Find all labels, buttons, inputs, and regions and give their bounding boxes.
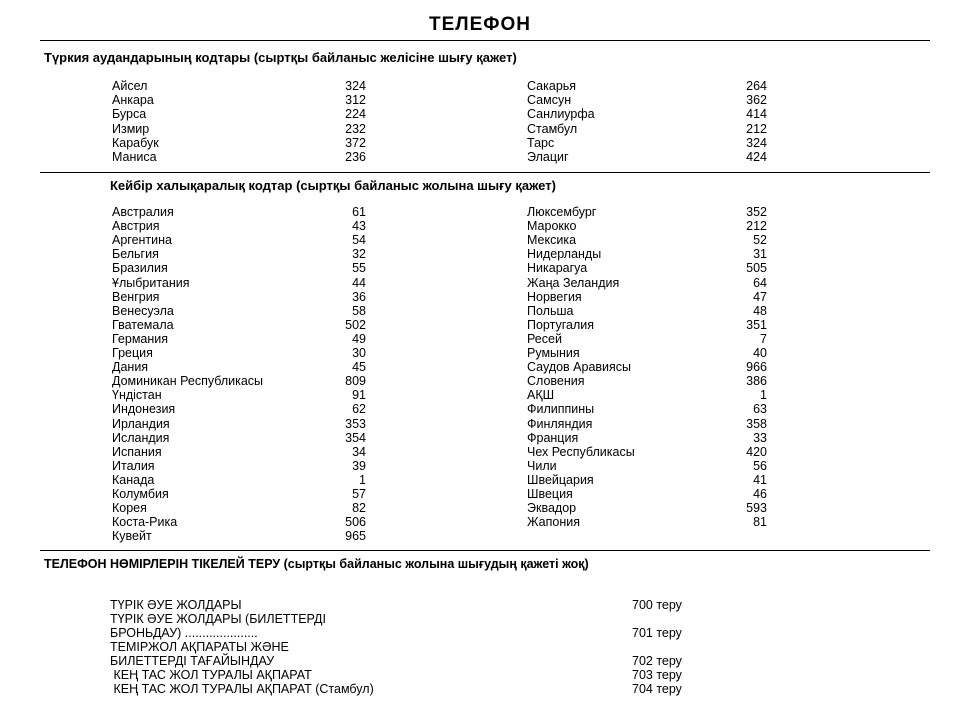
country-code: 58 xyxy=(352,303,366,318)
country-code: 39 xyxy=(352,458,366,473)
turkey-region-name: Сакарья xyxy=(527,79,577,93)
country-code: 81 xyxy=(753,515,767,530)
country-code: 57 xyxy=(352,487,366,501)
country-code: 502 xyxy=(345,317,366,332)
country-name: Люксембург xyxy=(527,205,597,219)
turkey-codes-heading: Түркия аудандарының кодтары (сыртқы байланыс желісіне шығу қажет) xyxy=(44,50,517,65)
direct-dial-label: ТЕМІРЖОЛ АҚПАРАТЫ ЖӘНЕ xyxy=(110,640,289,654)
country-name: Доминикан Республикасы xyxy=(112,374,264,389)
country-name: Үндістан xyxy=(112,388,162,403)
country-row xyxy=(112,431,366,445)
country-row xyxy=(527,487,767,501)
country-name: Аргентина xyxy=(112,233,172,248)
country-row xyxy=(112,276,366,290)
country-row xyxy=(527,473,767,487)
country-name: Коста-Рика xyxy=(112,515,178,530)
country-code: 32 xyxy=(352,247,366,262)
country-row xyxy=(112,332,366,346)
country-row xyxy=(112,304,366,318)
country-row xyxy=(527,346,767,360)
country-name: Ирландия xyxy=(112,416,170,431)
country-code: 506 xyxy=(345,515,366,530)
country-name: Бразилия xyxy=(112,261,168,276)
country-name: Корея xyxy=(112,501,147,516)
turkey-region-row xyxy=(112,150,366,164)
direct-dial-number: 700 теру xyxy=(632,598,682,612)
country-name: Венесуэла xyxy=(112,303,174,318)
turkey-region-name: Карабук xyxy=(112,135,159,150)
direct-dial-number: 702 теру xyxy=(632,654,682,668)
country-code: 386 xyxy=(746,374,767,389)
country-row xyxy=(112,219,366,233)
country-code: 64 xyxy=(753,275,767,290)
turkey-region-row xyxy=(527,107,767,121)
turkey-region-code: 224 xyxy=(345,107,366,122)
country-code: 54 xyxy=(352,233,366,248)
turkey-region-code: 324 xyxy=(345,79,366,93)
country-row xyxy=(527,247,767,261)
direct-dial-label: БРОНЬДАУ) ..................... xyxy=(110,626,258,640)
country-name: Австралия xyxy=(112,205,174,219)
country-code: 1 xyxy=(359,472,366,487)
direct-dial-label: БИЛЕТТЕРДІ ТАҒАЙЫНДАУ xyxy=(110,654,275,668)
turkey-region-code: 324 xyxy=(746,135,767,150)
direct-dial-label: КЕҢ ТАС ЖОЛ ТУРАЛЫ АҚПАРАТ (Стамбул) xyxy=(110,682,374,696)
country-code: 354 xyxy=(345,430,366,445)
country-code: 61 xyxy=(352,205,366,219)
country-row xyxy=(527,417,767,431)
country-row xyxy=(112,290,366,304)
turkey-region-name: Тарс xyxy=(527,135,555,150)
country-name: Швеция xyxy=(527,487,573,501)
turkey-region-row xyxy=(527,122,767,136)
country-row xyxy=(112,233,366,247)
country-code: 91 xyxy=(352,388,366,403)
turkey-region-code: 414 xyxy=(746,107,767,122)
country-name: Швейцария xyxy=(527,472,594,487)
country-code: 36 xyxy=(352,289,366,304)
country-row xyxy=(112,261,366,275)
turkey-region-name: Элациг xyxy=(527,150,569,164)
turkey-region-name: Измир xyxy=(112,121,150,136)
country-row xyxy=(112,515,366,529)
country-code: 34 xyxy=(352,444,366,459)
country-code: 55 xyxy=(352,261,366,276)
direct-dial-label: ТҮРІК ӘУЕ ЖОЛДАРЫ (БИЛЕТТЕРДІ xyxy=(110,612,326,626)
country-name: Никарагуа xyxy=(527,261,588,276)
country-name: Мексика xyxy=(527,233,577,248)
country-name: Румыния xyxy=(527,346,580,360)
country-name: Дания xyxy=(112,360,149,375)
direct-dial-label: ТҮРІК ӘУЕ ЖОЛДАРЫ xyxy=(110,598,242,612)
country-row xyxy=(527,318,767,332)
country-row xyxy=(112,417,366,431)
country-row xyxy=(112,388,366,402)
country-name: Австрия xyxy=(112,219,160,234)
direct-dial-number: 703 теру xyxy=(632,668,682,682)
turkey-region-row xyxy=(527,93,767,107)
turkey-region-name: Айсел xyxy=(112,79,148,93)
country-name: Колумбия xyxy=(112,487,169,501)
country-name: Филиппины xyxy=(527,402,595,417)
country-row xyxy=(527,290,767,304)
country-code: 30 xyxy=(352,346,366,360)
turkey-region-row xyxy=(112,107,366,121)
top-divider xyxy=(40,40,930,41)
direct-dial-number: 701 теру xyxy=(632,626,682,640)
country-row xyxy=(527,501,767,515)
turkey-region-name: Стамбул xyxy=(527,121,578,136)
country-code: 45 xyxy=(352,360,366,375)
turkey-region-code: 236 xyxy=(345,150,366,164)
country-row xyxy=(112,247,366,261)
country-code: 351 xyxy=(746,317,767,332)
turkey-region-code: 362 xyxy=(746,93,767,108)
country-row xyxy=(112,318,366,332)
country-name: Гватемала xyxy=(112,317,174,332)
country-code: 809 xyxy=(345,374,366,389)
country-row xyxy=(112,459,366,473)
country-row xyxy=(527,233,767,247)
turkey-region-name: Самсун xyxy=(527,93,572,108)
country-name: Канада xyxy=(112,472,155,487)
turkey-region-row xyxy=(527,150,767,164)
country-code: 82 xyxy=(352,501,366,516)
country-row xyxy=(527,374,767,388)
country-name: Италия xyxy=(112,458,155,473)
turkey-region-code: 232 xyxy=(345,121,366,136)
country-code: 52 xyxy=(753,233,767,248)
turkey-region-name: Анкара xyxy=(112,93,154,108)
country-row xyxy=(527,332,767,346)
country-row xyxy=(112,205,366,219)
turkey-region-name: Маниса xyxy=(112,150,157,164)
country-name: Исландия xyxy=(112,430,170,445)
country-code: 40 xyxy=(753,346,767,360)
country-name: Чех Республикасы xyxy=(527,444,635,459)
middle-divider xyxy=(40,172,930,173)
country-name: Нидерланды xyxy=(527,247,602,262)
country-code: 353 xyxy=(345,416,366,431)
country-row xyxy=(112,445,366,459)
country-row xyxy=(527,515,767,529)
turkey-region-row xyxy=(112,136,366,150)
country-row xyxy=(112,360,366,374)
turkey-region-row xyxy=(112,79,366,93)
country-code: 49 xyxy=(352,331,366,346)
country-name: Эквадор xyxy=(527,501,577,516)
turkey-region-row xyxy=(112,122,366,136)
country-name: Жаңа Зеландия xyxy=(527,275,620,290)
country-row xyxy=(527,402,767,416)
country-name: Греция xyxy=(112,346,153,360)
turkey-region-code: 372 xyxy=(345,135,366,150)
country-row xyxy=(527,219,767,233)
country-code: 7 xyxy=(760,331,767,346)
country-name: Жапония xyxy=(527,515,581,530)
country-code: 505 xyxy=(746,261,767,276)
country-row xyxy=(527,276,767,290)
country-name: Ресей xyxy=(527,331,562,346)
direct-dial-number: 704 теру xyxy=(632,682,682,696)
country-row xyxy=(527,360,767,374)
country-name: Чили xyxy=(527,458,557,473)
country-name: Саудов Аравиясы xyxy=(527,360,632,375)
turkey-region-code: 212 xyxy=(746,121,767,136)
country-row xyxy=(527,431,767,445)
country-row xyxy=(112,487,366,501)
country-code: 43 xyxy=(352,219,366,234)
country-row xyxy=(112,346,366,360)
country-row xyxy=(527,304,767,318)
country-code: 41 xyxy=(753,472,767,487)
turkey-region-name: Бурса xyxy=(112,107,147,122)
turkey-region-code: 424 xyxy=(746,150,767,164)
country-code: 965 xyxy=(345,529,366,544)
country-row xyxy=(112,402,366,416)
country-name: Венгрия xyxy=(112,289,160,304)
country-name: Марокко xyxy=(527,219,577,234)
country-name: Франция xyxy=(527,430,579,445)
country-code: 352 xyxy=(746,205,767,219)
country-code: 62 xyxy=(352,402,366,417)
country-code: 33 xyxy=(753,430,767,445)
country-code: 212 xyxy=(746,219,767,234)
country-code: 966 xyxy=(746,360,767,375)
country-name: Финляндия xyxy=(527,416,593,431)
country-code: 48 xyxy=(753,303,767,318)
country-name: Португалия xyxy=(527,317,595,332)
country-name: Кувейт xyxy=(112,529,152,544)
country-code: 1 xyxy=(760,388,767,403)
country-code: 420 xyxy=(746,444,767,459)
country-name: Словения xyxy=(527,374,585,389)
country-code: 31 xyxy=(753,247,767,262)
country-row xyxy=(112,529,366,543)
country-row xyxy=(112,473,366,487)
country-row xyxy=(527,459,767,473)
country-code: 46 xyxy=(753,487,767,501)
turkey-region-row xyxy=(527,79,767,93)
turkey-region-row xyxy=(112,93,366,107)
country-code: 56 xyxy=(753,458,767,473)
country-row xyxy=(527,205,767,219)
direct-dial-label: КЕҢ ТАС ЖОЛ ТУРАЛЫ АҚПАРАТ xyxy=(110,668,312,682)
country-code: 358 xyxy=(746,416,767,431)
country-name: Испания xyxy=(112,444,162,459)
turkey-region-code: 264 xyxy=(746,79,767,93)
country-row xyxy=(527,261,767,275)
country-row xyxy=(112,501,366,515)
bottom-divider xyxy=(40,550,930,551)
turkey-region-name: Санлиурфа xyxy=(527,107,595,122)
turkey-region-row xyxy=(527,136,767,150)
country-code: 593 xyxy=(746,501,767,516)
country-name: Норвегия xyxy=(527,289,582,304)
direct-dial-heading: ТЕЛЕФОН НӨМІРЛЕРІН ТІКЕЛЕЙ ТЕРУ (сыртқы байланыс жолына шығудың қажеті жоқ) xyxy=(44,557,589,571)
country-code: 44 xyxy=(352,275,366,290)
page-title: ТЕЛЕФОН xyxy=(429,14,531,35)
country-code: 47 xyxy=(753,289,767,304)
country-row xyxy=(112,374,366,388)
country-code: 63 xyxy=(753,402,767,417)
country-name: Бельгия xyxy=(112,247,159,262)
international-codes-heading: Кейбір халықаралық кодтар (сыртқы байланыс жолына шығу қажет) xyxy=(110,178,556,193)
country-name: Ұлыбритания xyxy=(112,275,190,290)
country-name: Польша xyxy=(527,303,574,318)
turkey-region-code: 312 xyxy=(345,93,366,108)
country-name: АҚШ xyxy=(527,388,555,403)
country-row xyxy=(527,445,767,459)
country-row xyxy=(527,388,767,402)
country-name: Индонезия xyxy=(112,402,176,417)
country-name: Германия xyxy=(112,331,169,346)
